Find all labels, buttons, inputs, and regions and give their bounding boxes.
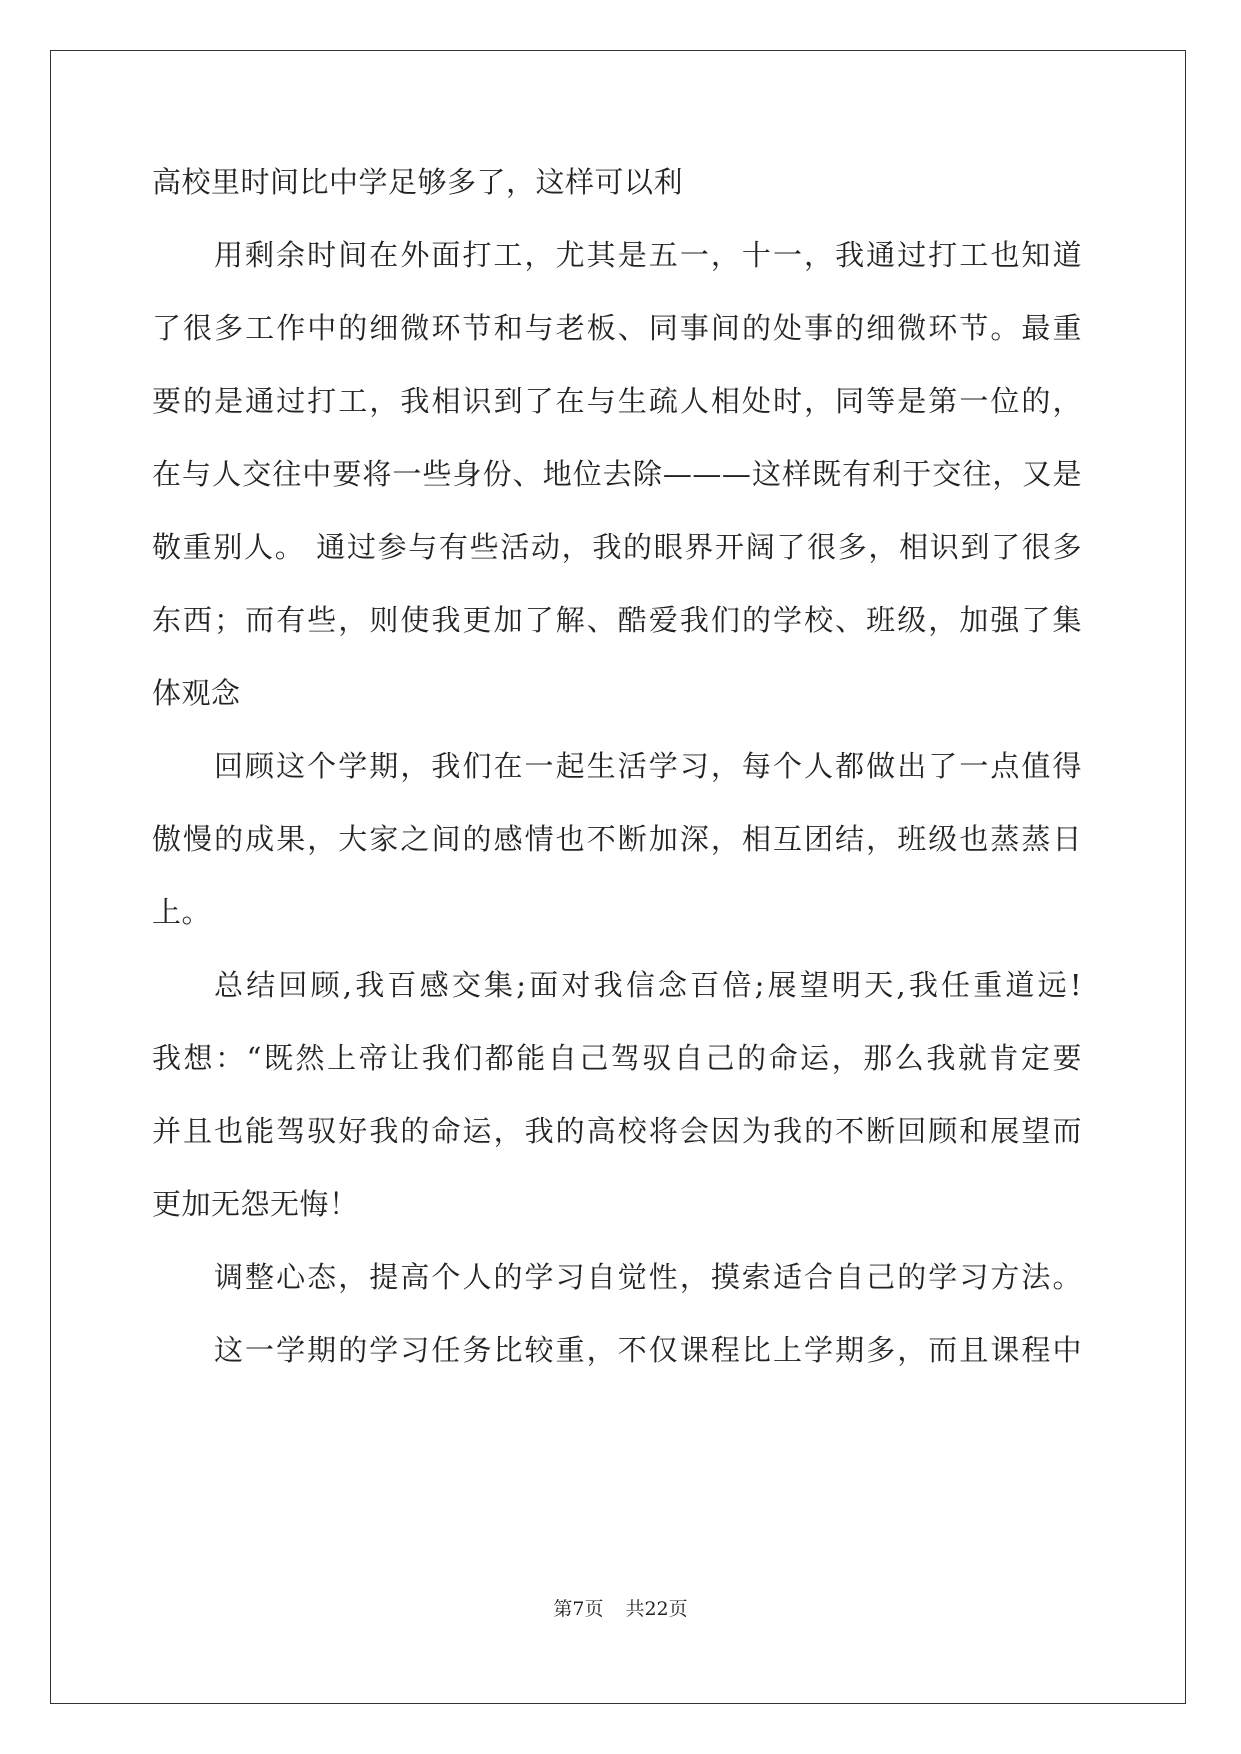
text-line: 总结回顾,我百感交集;面对我信念百倍;展望明天,我任重道远! <box>214 968 1082 1002</box>
text-line: 东西；而有些，则使我更加了解、酷爱我们的学校、班级，加强了集 <box>152 603 1082 637</box>
text-line: 上。 <box>152 895 212 929</box>
text-line: 敬重别人。 通过参与有些活动，我的眼界开阔了很多，相识到了很多 <box>152 530 1082 564</box>
text-line: 调整心态，提高个人的学习自觉性，摸索适合自己的学习方法。 <box>214 1260 1082 1294</box>
text-line: 这一学期的学习任务比较重，不仅课程比上学期多，而且课程中 <box>214 1333 1082 1367</box>
total-pages-label: 共22页 <box>625 1598 688 1620</box>
document-body <box>152 162 1082 1403</box>
text-line: 用剩余时间在外面打工，尤其是五一，十一，我通过打工也知道 <box>214 238 1082 272</box>
text-line: 在与人交往中要将一些身份、地位去除———这样既有利于交往，又是 <box>152 457 1082 491</box>
text-line: 更加无怨无悔！ <box>152 1187 359 1221</box>
text-line: 我想：“既然上帝让我们都能自己驾驭自己的命运，那么我就肯定要 <box>152 1041 1082 1075</box>
text-line: 体观念 <box>152 676 241 710</box>
text-line: 要的是通过打工，我相识到了在与生疏人相处时，同等是第一位的， <box>152 384 1082 418</box>
text-line: 回顾这个学期，我们在一起生活学习，每个人都做出了一点值得 <box>214 749 1082 783</box>
page-number-label: 第7页 <box>553 1598 604 1620</box>
page-footer <box>0 1594 1241 1621</box>
text-line: 傲慢的成果，大家之间的感情也不断加深，相互团结，班级也蒸蒸日 <box>152 822 1082 856</box>
text-line: 了很多工作中的细微环节和与老板、同事间的处事的细微环节。最重 <box>152 311 1082 345</box>
text-line: 并且也能驾驭好我的命运，我的高校将会因为我的不断回顾和展望而 <box>152 1114 1082 1148</box>
text-line: 高校里时间比中学足够多了，这样可以利 <box>152 165 684 199</box>
